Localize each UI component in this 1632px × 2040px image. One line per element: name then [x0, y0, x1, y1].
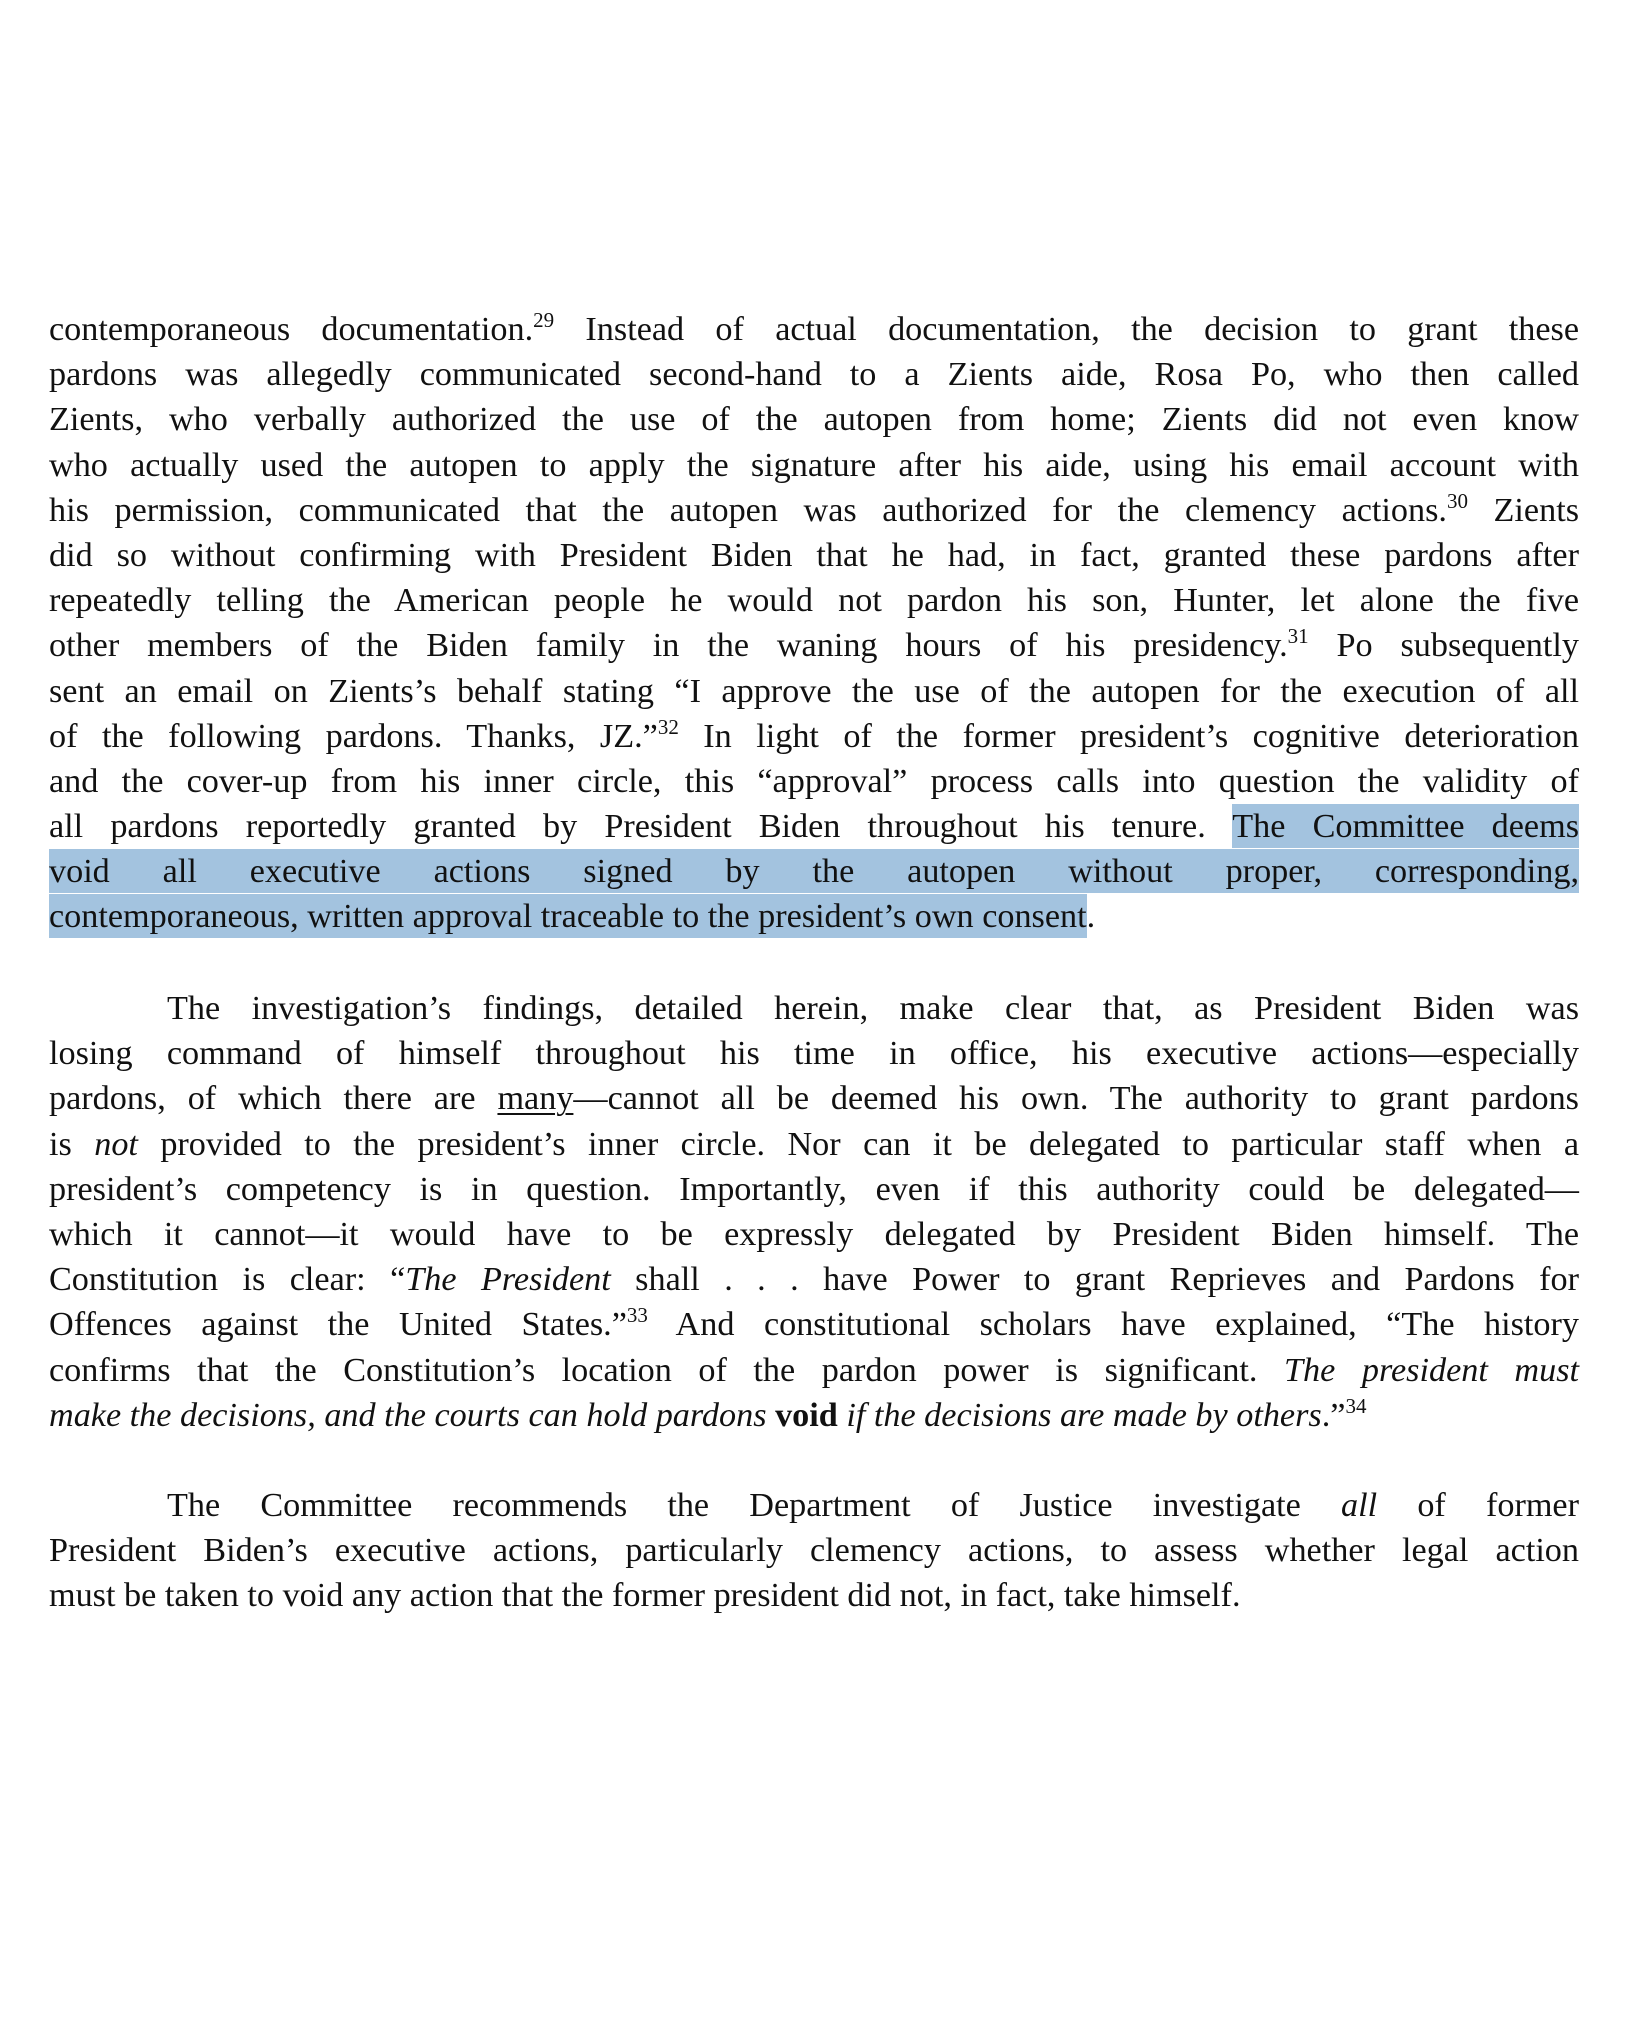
text-run: repeatedly telling the American people he would not pardon his son, Hunter, let alone the five [49, 582, 1579, 620]
text-run: Offences against the United States.” [49, 1306, 627, 1344]
footnote-marker: 31 [1287, 624, 1309, 649]
text-line [49, 623, 1579, 668]
text-line [49, 1573, 1579, 1618]
text-run: losing command of himself throughout his time in office, his executive actions—especially [49, 1035, 1579, 1073]
italic-text: make the decisions, and the courts can hold pardons [49, 1396, 776, 1434]
text-line [49, 1302, 1579, 1347]
text-line [49, 986, 1579, 1031]
footnote-marker: 32 [657, 714, 679, 739]
text-line [49, 1483, 1579, 1528]
text-run: pardons was allegedly communicated second-hand to a Zients aide, Rosa Po, who then called [49, 356, 1579, 394]
footnote-marker: 30 [1446, 488, 1468, 513]
paragraph-investigation-findings [49, 986, 1579, 1438]
text-line [49, 1528, 1579, 1573]
italic-text: all [1341, 1487, 1378, 1524]
text-run: The Committee recommends the Department of Justice investigate [167, 1487, 1342, 1524]
text-line [49, 397, 1579, 442]
text-line [49, 1348, 1579, 1393]
text-line [49, 578, 1579, 623]
text-run: is [49, 1125, 95, 1163]
text-run: .” [1321, 1396, 1346, 1434]
text-run: sent an email on Zients’s behalf stating “I approve the use of the autopen for the execution of all [49, 672, 1579, 710]
text-run: And constitutional scholars have explained, “The history [647, 1306, 1579, 1344]
text-line [49, 307, 1579, 352]
text-run: pardons, of which there are [49, 1080, 498, 1118]
text-line [49, 759, 1579, 804]
text-run: did so without confirming with President Biden that he had, in fact, granted these pardons after [49, 536, 1579, 574]
text-line [49, 894, 1579, 939]
text-run: Constitution is clear: “ [49, 1261, 406, 1299]
text-run: President Biden’s executive actions, particularly clemency actions, to assess whether legal action [49, 1532, 1579, 1570]
text-line [49, 1167, 1579, 1212]
text-run: his permission, communicated that the autopen was authorized for the clemency actions. [49, 491, 1447, 529]
text-run: In light of the former president’s cognitive deterioration [678, 717, 1579, 755]
text-run: —cannot all be deemed his own. The authority to grant pardons [573, 1080, 1579, 1118]
text-run: confirms that the Constitution’s location of the pardon power is significant. [49, 1351, 1285, 1389]
highlighted-text: void all executive actions signed by the autopen without proper, corresponding, [49, 849, 1579, 893]
italic-text: The President [405, 1261, 611, 1299]
paragraph-autopen-pardons [49, 307, 1579, 940]
text-run: Zients [1467, 491, 1579, 529]
underlined-text: many [497, 1080, 574, 1118]
highlighted-text: contemporaneous, written approval traceable to the president’s own consent [49, 894, 1087, 938]
text-run: The investigation’s findings, detailed herein, make clear that, as President Biden was [167, 990, 1579, 1027]
text-line [49, 488, 1579, 533]
text-line [49, 804, 1579, 849]
text-line [49, 1076, 1579, 1121]
text-line [49, 1393, 1579, 1438]
text-line [49, 1257, 1579, 1302]
text-line [49, 1031, 1579, 1076]
text-line [49, 1122, 1579, 1167]
text-run: provided to the president’s inner circle. Nor can it be delegated to particular staff when a [137, 1125, 1579, 1163]
text-run: Zients, who verbally authorized the use of the autopen from home; Zients did not even know [49, 401, 1579, 439]
text-run: president’s competency is in question. Importantly, even if this authority could be delegated— [49, 1170, 1579, 1208]
italic-text: if the decisions are made by others [837, 1396, 1322, 1434]
text-line [49, 669, 1579, 714]
highlighted-text: The Committee deems [1232, 804, 1579, 848]
text-run: contemporaneous documentation. [49, 311, 534, 348]
text-line [49, 1212, 1579, 1257]
text-run: must be taken to void any action that the former president did not, in fact, take himself. [49, 1577, 1241, 1615]
italic-text: not [94, 1125, 138, 1163]
text-line [49, 443, 1579, 488]
text-run: of the following pardons. Thanks, JZ.” [49, 717, 658, 755]
footnote-marker: 34 [1345, 1393, 1367, 1418]
text-run: Po subsequently [1308, 627, 1579, 665]
text-run: other members of the Biden family in the waning hours of his presidency. [49, 627, 1288, 665]
text-line [49, 714, 1579, 759]
text-run: shall . . . have Power to grant Reprieves and Pardons for [610, 1261, 1579, 1299]
text-run: . [1086, 898, 1096, 936]
italic-text: The president must [1284, 1351, 1579, 1389]
text-run: of former [1377, 1487, 1579, 1524]
text-run: Instead of actual documentation, the decision to grant these [554, 311, 1579, 348]
text-run: which it cannot—it would have to be expressly delegated by President Biden himself. The [49, 1215, 1579, 1253]
text-run: who actually used the autopen to apply the signature after his aide, using his email account with [49, 446, 1579, 484]
text-line [49, 849, 1579, 894]
footnote-marker: 29 [533, 308, 555, 332]
paragraph-committee-recommendation [49, 1483, 1579, 1619]
text-run: all pardons reportedly granted by President Biden throughout his tenure. [49, 808, 1233, 846]
text-run: and the cover-up from his inner circle, this “approval” process calls into question the validity of [49, 762, 1579, 800]
text-line [49, 533, 1579, 578]
bold-text: void [775, 1396, 838, 1434]
text-line [49, 352, 1579, 397]
footnote-marker: 33 [626, 1303, 648, 1328]
